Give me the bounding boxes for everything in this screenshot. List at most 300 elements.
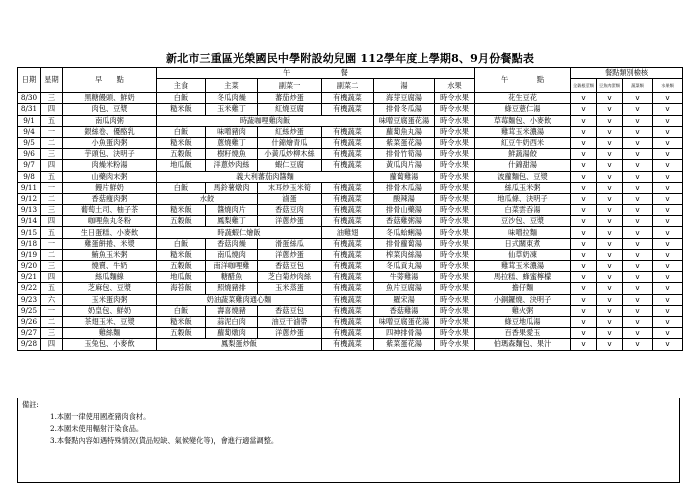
check-grains-cell: v: [571, 294, 597, 305]
breakfast-cell: 鮪魚玉米粥: [63, 249, 157, 260]
soup-cell: 香菇雞粥湯: [374, 216, 435, 227]
header-check-group: 餐點類別檢核: [571, 68, 683, 79]
fruit-cell: 時令水果: [435, 238, 475, 249]
snack-cell: 花生豆花: [475, 93, 571, 104]
check-vegetable-cell: v: [623, 193, 653, 204]
soup-cell: 排骨蘿蔔湯: [374, 238, 435, 249]
check-fruit-cell: v: [653, 283, 683, 294]
snack-cell: 地瓜條、決明子: [475, 193, 571, 204]
check-grains-cell: v: [571, 104, 597, 115]
weekday-cell: 五: [41, 171, 63, 182]
side1-cell: 油豆干滷帶: [258, 316, 322, 327]
check-vegetable-cell: v: [623, 137, 653, 148]
check-grains-cell: v: [571, 328, 597, 339]
meal-table: [17, 67, 683, 351]
check-protein-cell: v: [597, 93, 623, 104]
weekday-cell: 六: [41, 294, 63, 305]
fruit-cell: 時令水果: [435, 216, 475, 227]
fruit-cell: 時令水果: [435, 283, 475, 294]
main-dish-cell: 蒜泥白肉: [206, 316, 258, 327]
date-cell: 8/30: [18, 93, 41, 104]
breakfast-cell: 玉兔包、小麥飲: [63, 339, 157, 350]
snack-cell: 伯瑪森麵包、果汁: [475, 339, 571, 350]
snack-cell: 雞茸玉米濃湯: [475, 126, 571, 137]
weekday-cell: 四: [41, 216, 63, 227]
soup-cell: 味噌豆腐蛋花湯: [374, 316, 435, 327]
check-fruit-cell: v: [653, 126, 683, 137]
breakfast-cell: 小魚蛋肉粥: [63, 137, 157, 148]
breakfast-cell: 肉燥米粉湯: [63, 160, 157, 171]
side1-cell: 滑蛋絲瓜: [258, 238, 322, 249]
check-fruit-cell: v: [653, 339, 683, 350]
check-vegetable-cell: v: [623, 272, 653, 283]
table-row: [18, 93, 683, 104]
check-fruit-cell: v: [653, 316, 683, 327]
weekday-cell: 三: [41, 93, 63, 104]
date-cell: 9/7: [18, 160, 41, 171]
soup-cell: 紫菜蛋花湯: [374, 339, 435, 350]
check-protein-cell: v: [597, 238, 623, 249]
check-grains-cell: v: [571, 205, 597, 216]
side2-cell: 有機蔬菜: [322, 238, 374, 249]
weekday-cell: 四: [41, 339, 63, 350]
breakfast-cell: 玉米蛋肉粥: [63, 294, 157, 305]
check-vegetable-cell: v: [623, 316, 653, 327]
snack-cell: 什錦甜湯: [475, 160, 571, 171]
check-grains-cell: v: [571, 249, 597, 260]
check-grains-cell: v: [571, 171, 597, 182]
side2-cell: 有機蔬菜: [322, 272, 374, 283]
side1-cell: 洋蔥炒蛋: [258, 328, 322, 339]
staple-cell: 白飯: [157, 182, 206, 193]
check-vegetable-cell: v: [623, 261, 653, 272]
soup-cell: 牛蒡雞湯: [374, 272, 435, 283]
weekday-cell: 二: [41, 249, 63, 260]
side2-cell: 有機蔬菜: [322, 283, 374, 294]
snack-cell: 白菜雲吞湯: [475, 205, 571, 216]
check-protein-cell: v: [597, 126, 623, 137]
date-cell: 9/25: [18, 305, 41, 316]
staple-cell: 糙米飯: [157, 249, 206, 260]
main-dish-cell: 洋蔥炒肉絲: [206, 160, 258, 171]
header-afternoon-snack: 午 點: [475, 68, 571, 93]
check-grains-cell: v: [571, 261, 597, 272]
fruit-cell: 時令水果: [435, 182, 475, 193]
weekday-cell: 四: [41, 160, 63, 171]
fruit-cell: 時令水果: [435, 193, 475, 204]
soup-cell: 榨菜肉絲湯: [374, 249, 435, 260]
soup-cell: 味噌豆腐蛋花湯: [374, 115, 435, 126]
breakfast-cell: 銀絲卷、優酪乳: [63, 126, 157, 137]
soup-cell: 香菇雞湯: [374, 305, 435, 316]
weekday-cell: 一: [41, 305, 63, 316]
date-cell: 9/5: [18, 137, 41, 148]
lunch-split-cell: 滷蛋: [258, 193, 322, 204]
main-dish-cell: 樹籽燒魚: [206, 149, 258, 160]
table-row: [18, 205, 683, 216]
date-cell: 9/12: [18, 193, 41, 204]
table-row: [18, 339, 683, 350]
check-protein-cell: v: [597, 283, 623, 294]
side1-cell: 香菇豆包: [258, 261, 322, 272]
table-row: [18, 115, 683, 126]
fruit-cell: 時令水果: [435, 171, 475, 182]
check-fruit-cell: v: [653, 261, 683, 272]
check-fruit-cell: v: [653, 115, 683, 126]
weekday-cell: 一: [41, 238, 63, 249]
main-dish-cell: 鳳梨雞丁: [206, 216, 258, 227]
lunch-merged-cell: 義大利蕃茄肉醬麵: [157, 171, 374, 182]
fruit-cell: 時令水果: [435, 104, 475, 115]
header-lunch: 午 餐: [157, 68, 475, 79]
check-vegetable-cell: v: [623, 238, 653, 249]
side1-cell: 洋蔥炒蛋: [258, 216, 322, 227]
main-dish-cell: 壽喜燒豬: [206, 305, 258, 316]
weekday-cell: 三: [41, 205, 63, 216]
check-protein-cell: v: [597, 193, 623, 204]
staple-cell: 糙米飯: [157, 104, 206, 115]
date-cell: 9/22: [18, 283, 41, 294]
check-vegetable-cell: v: [623, 283, 653, 294]
check-grains-cell: v: [571, 227, 597, 238]
check-grains-cell: v: [571, 193, 597, 204]
snack-cell: 紅豆牛奶西米: [475, 137, 571, 148]
check-fruit-cell: v: [653, 216, 683, 227]
fruit-cell: 時令水果: [435, 316, 475, 327]
fruit-cell: 時令水果: [435, 339, 475, 350]
fruit-cell: 時令水果: [435, 149, 475, 160]
table-row: [18, 104, 683, 115]
weekday-cell: 二: [41, 137, 63, 148]
side2-cell: 有機蔬菜: [322, 205, 374, 216]
note-item: 2.本園未使用輻射汙染食品。: [50, 424, 144, 433]
side2-cell: 有機蔬菜: [322, 316, 374, 327]
header-fruit: 水果: [435, 79, 475, 93]
header-check-grains: 全穀根莖類: [571, 79, 597, 93]
breakfast-cell: 燒賣、牛奶: [63, 261, 157, 272]
main-dish-cell: 蔥燒雞丁: [206, 137, 258, 148]
date-cell: 9/1: [18, 115, 41, 126]
snack-cell: 擔仔麵: [475, 283, 571, 294]
soup-cell: 冬瓜貢丸湯: [374, 261, 435, 272]
date-cell: 9/28: [18, 339, 41, 350]
table-row: [18, 261, 683, 272]
table-row: [18, 227, 683, 238]
staple-cell: 地瓜飯: [157, 160, 206, 171]
table-row: [18, 328, 683, 339]
side2-cell: 有機蔬菜: [322, 126, 374, 137]
check-protein-cell: v: [597, 182, 623, 193]
breakfast-cell: 黑糖饅頭、鮮奶: [63, 93, 157, 104]
side1-cell: 蕃茄炒蛋: [258, 93, 322, 104]
breakfast-cell: 咖哩魚丸冬粉: [63, 216, 157, 227]
check-grains-cell: v: [571, 272, 597, 283]
check-fruit-cell: v: [653, 160, 683, 171]
lunch-merged-cell: 時蔬咖哩雞肉飯: [157, 115, 374, 126]
check-vegetable-cell: v: [623, 93, 653, 104]
date-cell: 9/4: [18, 126, 41, 137]
main-dish-cell: 香菇肉燥: [206, 238, 258, 249]
staple-cell: 糙米飯: [157, 205, 206, 216]
check-grains-cell: v: [571, 93, 597, 104]
breakfast-cell: 山藥肉末粥: [63, 171, 157, 182]
fruit-cell: 時令水果: [435, 261, 475, 272]
snack-cell: 仙草奶凍: [475, 249, 571, 260]
side2-cell: 有機蔬菜: [322, 294, 374, 305]
fruit-cell: 時令水果: [435, 328, 475, 339]
side2-cell: 有機蔬菜: [322, 305, 374, 316]
check-grains-cell: v: [571, 137, 597, 148]
check-fruit-cell: v: [653, 205, 683, 216]
date-cell: 9/14: [18, 216, 41, 227]
breakfast-cell: 雞蛋餅捲、米漿: [63, 238, 157, 249]
snack-cell: 綠豆薏仁湯: [475, 104, 571, 115]
check-fruit-cell: v: [653, 149, 683, 160]
fruit-cell: 時令水果: [435, 227, 475, 238]
side1-cell: 紅燒豆腐: [258, 104, 322, 115]
check-vegetable-cell: v: [623, 171, 653, 182]
staple-cell: 白飯: [157, 305, 206, 316]
check-fruit-cell: v: [653, 137, 683, 148]
side1-cell: 什錦燴青瓜: [258, 137, 322, 148]
check-vegetable-cell: v: [623, 249, 653, 260]
soup-cell: 排骨木瓜湯: [374, 182, 435, 193]
side2-cell: 有機蔬菜: [322, 216, 374, 227]
meal-table-body: [18, 93, 683, 350]
side2-cell: 有機蔬菜: [322, 182, 374, 193]
weekday-cell: 三: [41, 261, 63, 272]
check-protein-cell: v: [597, 149, 623, 160]
check-vegetable-cell: v: [623, 294, 653, 305]
fruit-cell: 時令水果: [435, 160, 475, 171]
soup-cell: 魚片豆腐湯: [374, 283, 435, 294]
table-row: [18, 283, 683, 294]
main-dish-cell: 蘿蔔燉肉: [206, 328, 258, 339]
notes-box: [17, 398, 680, 483]
soup-cell: 排骨冬瓜湯: [374, 104, 435, 115]
side1-cell: 末耳炒玉米筍: [258, 182, 322, 193]
breakfast-cell: 芝麻包、豆漿: [63, 283, 157, 294]
check-protein-cell: v: [597, 216, 623, 227]
snack-cell: 豆沙包、豆漿: [475, 216, 571, 227]
soup-cell: 四神排骨湯: [374, 328, 435, 339]
soup-cell: 海芽豆腐湯: [374, 93, 435, 104]
header-check-fruit: 水果類: [653, 79, 683, 93]
date-cell: 9/6: [18, 149, 41, 160]
soup-cell: 冬瓜蛤蜊湯: [374, 227, 435, 238]
side2-cell: 有機蔬菜: [322, 104, 374, 115]
side1-cell: 香菇豆肉: [258, 205, 322, 216]
main-dish-cell: 醬燒肉片: [206, 205, 258, 216]
check-fruit-cell: v: [653, 272, 683, 283]
side2-cell: 有機蔬菜: [322, 249, 374, 260]
fruit-cell: 時令水果: [435, 126, 475, 137]
snack-cell: 小銅鑼燒、決明子: [475, 294, 571, 305]
side2-cell: 有機蔬菜: [322, 193, 374, 204]
table-row: [18, 272, 683, 283]
check-protein-cell: v: [597, 115, 623, 126]
check-vegetable-cell: v: [623, 305, 653, 316]
date-cell: 9/13: [18, 205, 41, 216]
snack-cell: 雞火粥: [475, 305, 571, 316]
date-cell: 9/26: [18, 316, 41, 327]
check-fruit-cell: v: [653, 104, 683, 115]
check-vegetable-cell: v: [623, 227, 653, 238]
header-side2: 副菜二: [322, 79, 374, 93]
soup-cell: 黃瓜肉片湯: [374, 160, 435, 171]
lunch-merged-cell: 鳳梨蛋炒飯: [157, 339, 322, 350]
breakfast-cell: 芋頭包、決明子: [63, 149, 157, 160]
check-fruit-cell: v: [653, 305, 683, 316]
soup-cell: 蘿蔔雞湯: [374, 171, 435, 182]
breakfast-cell: 絲瓜麵線: [63, 272, 157, 283]
lunch-merged-cell: 時蔬蝦仁燴飯: [157, 227, 322, 238]
weekday-cell: 三: [41, 149, 63, 160]
staple-cell: 五穀飯: [157, 261, 206, 272]
soup-cell: 蘿蔔魚丸湯: [374, 126, 435, 137]
main-dish-cell: 糖醋魚: [206, 272, 258, 283]
main-dish-cell: 南瓜燒肉: [206, 249, 258, 260]
breakfast-cell: 奶皇包、鮮奶: [63, 305, 157, 316]
check-grains-cell: v: [571, 182, 597, 193]
check-vegetable-cell: v: [623, 182, 653, 193]
side2-cell: 有機蔬菜: [322, 160, 374, 171]
table-row: [18, 216, 683, 227]
check-fruit-cell: v: [653, 182, 683, 193]
fruit-cell: 時令水果: [435, 205, 475, 216]
header-main: 主菜: [206, 79, 258, 93]
snack-cell: 綠豆地瓜湯: [475, 316, 571, 327]
date-cell: 9/15: [18, 227, 41, 238]
weekday-cell: 二: [41, 193, 63, 204]
check-protein-cell: v: [597, 137, 623, 148]
date-cell: 9/23: [18, 294, 41, 305]
table-row: [18, 126, 683, 137]
main-dish-cell: 味噌豬肉: [206, 126, 258, 137]
table-row: [18, 137, 683, 148]
main-dish-cell: 照燒豬排: [206, 283, 258, 294]
check-grains-cell: v: [571, 283, 597, 294]
header-check-protein: 豆魚肉蛋類: [597, 79, 623, 93]
staple-cell: 地瓜飯: [157, 272, 206, 283]
check-grains-cell: v: [571, 305, 597, 316]
date-cell: 8/31: [18, 104, 41, 115]
check-protein-cell: v: [597, 205, 623, 216]
side1-cell: 小黃瓜炒柳木絲: [258, 149, 322, 160]
check-grains-cell: v: [571, 160, 597, 171]
breakfast-cell: 饅片鮮奶: [63, 182, 157, 193]
main-dish-cell: 冬瓜肉燥: [206, 93, 258, 104]
header-weekday: 星期: [41, 68, 63, 93]
table-row: [18, 193, 683, 204]
snack-cell: 馬拉糕、蜂蜜檸檬: [475, 272, 571, 283]
check-vegetable-cell: v: [623, 149, 653, 160]
note-item: 3.本餐點內容如遇特殊情況(貨品短缺、氣候變化等)，會進行適當調整。: [50, 436, 279, 445]
snack-cell: 日式關東煮: [475, 238, 571, 249]
breakfast-cell: 雞絲麵: [63, 328, 157, 339]
table-row: [18, 149, 683, 160]
side1-cell: 玉米蒸蛋: [258, 283, 322, 294]
date-cell: 9/11: [18, 182, 41, 193]
staple-cell: 海苔飯: [157, 283, 206, 294]
date-cell: 9/8: [18, 171, 41, 182]
date-cell: 9/21: [18, 272, 41, 283]
breakfast-cell: 生日蛋糕、小麥飲: [63, 227, 157, 238]
soup-cell: 排骨竹筍湯: [374, 149, 435, 160]
check-fruit-cell: v: [653, 294, 683, 305]
table-row: [18, 238, 683, 249]
check-protein-cell: v: [597, 272, 623, 283]
table-row: [18, 305, 683, 316]
check-grains-cell: v: [571, 339, 597, 350]
fruit-cell: 時令水果: [435, 249, 475, 260]
soup-cell: 紫菜蛋花湯: [374, 137, 435, 148]
fruit-cell: 時令水果: [435, 305, 475, 316]
check-fruit-cell: v: [653, 227, 683, 238]
header-soup: 湯: [374, 79, 435, 93]
breakfast-cell: 香菇瘦肉粥: [63, 193, 157, 204]
table-row: [18, 171, 683, 182]
snack-cell: 絲瓜玉米粥: [475, 182, 571, 193]
side2-cell: 有機蔬菜: [322, 261, 374, 272]
staple-cell: 白飯: [157, 126, 206, 137]
side2-cell: 有機蔬菜: [322, 328, 374, 339]
header-side1: 副菜一: [258, 79, 322, 93]
check-fruit-cell: v: [653, 193, 683, 204]
staple-cell: 五穀飯: [157, 149, 206, 160]
check-protein-cell: v: [597, 339, 623, 350]
check-protein-cell: v: [597, 305, 623, 316]
check-grains-cell: v: [571, 115, 597, 126]
date-cell: 9/18: [18, 238, 41, 249]
weekday-cell: 四: [41, 104, 63, 115]
weekday-cell: 五: [41, 283, 63, 294]
fruit-cell: 時令水果: [435, 137, 475, 148]
breakfast-cell: 肉包、豆漿: [63, 104, 157, 115]
date-cell: 9/19: [18, 249, 41, 260]
check-protein-cell: v: [597, 294, 623, 305]
date-cell: 9/27: [18, 328, 41, 339]
snack-cell: 味噌拉麵: [475, 227, 571, 238]
page-title: 新北市三重區光榮國民中學附設幼兒園 112學年度上學期8、9月份餐點表: [165, 52, 535, 65]
lunch-merged-cell: 奶油蔬菜雞肉通心麵: [157, 294, 322, 305]
check-protein-cell: v: [597, 171, 623, 182]
staple-cell: 五穀飯: [157, 328, 206, 339]
main-dish-cell: 南洋咖哩雞: [206, 261, 258, 272]
check-grains-cell: v: [571, 216, 597, 227]
check-fruit-cell: v: [653, 238, 683, 249]
table-row: [18, 182, 683, 193]
notes-label: 備註:: [22, 400, 39, 409]
staple-cell: 白飯: [157, 238, 206, 249]
main-dish-cell: 玉米雞丁: [206, 104, 258, 115]
staple-cell: 白飯: [157, 93, 206, 104]
side1-cell: 紅絲炒蛋: [258, 126, 322, 137]
table-row: [18, 249, 683, 260]
side2-cell: 有機蔬菜: [322, 93, 374, 104]
check-vegetable-cell: v: [623, 328, 653, 339]
fruit-cell: 時令水果: [435, 93, 475, 104]
check-vegetable-cell: v: [623, 205, 653, 216]
side1-cell: 香菇豆包: [258, 305, 322, 316]
note-item: 1.本園一律使用國產豬肉食材。: [50, 412, 151, 421]
check-vegetable-cell: v: [623, 160, 653, 171]
side2-cell: 有機蔬菜: [322, 137, 374, 148]
check-protein-cell: v: [597, 261, 623, 272]
table-row: [18, 160, 683, 171]
side1-cell: 芝白菊炒肉絲: [258, 272, 322, 283]
weekday-cell: 四: [41, 272, 63, 283]
